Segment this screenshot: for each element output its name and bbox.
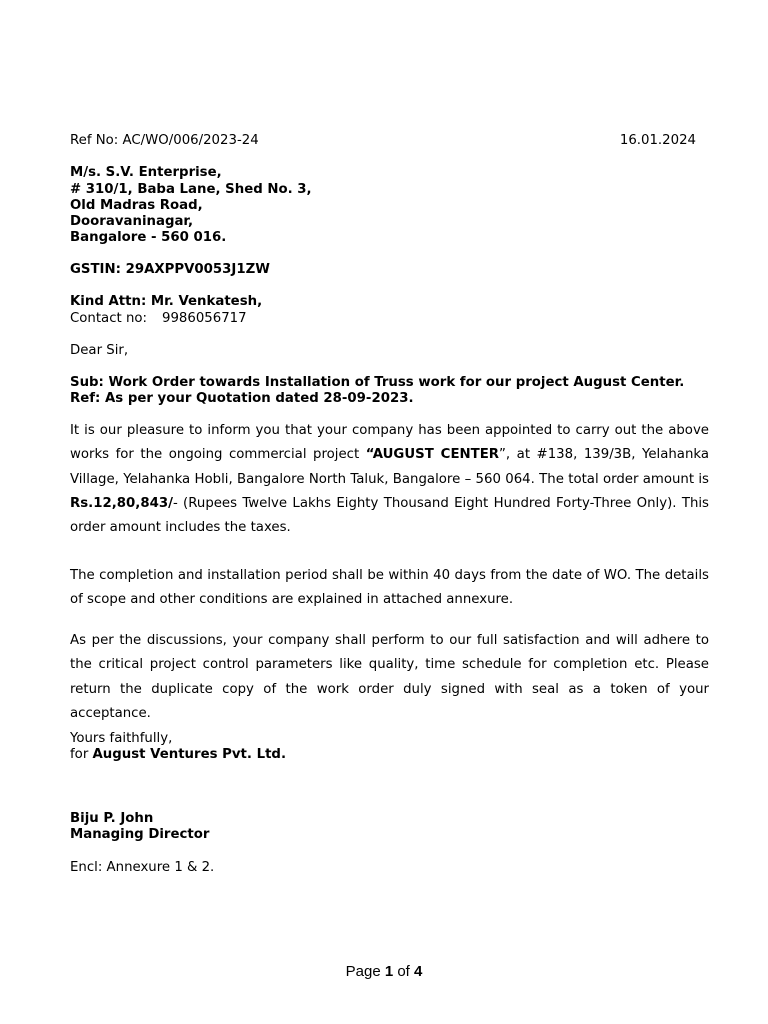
recipient-address-line-4: Bangalore - 560 016. (70, 230, 227, 245)
subject-reference: Ref: As per your Quotation dated 28-09-2023. (70, 391, 414, 406)
page-prefix: Page (345, 963, 385, 980)
page-of: of (393, 963, 415, 980)
contact-line (70, 310, 247, 327)
salutation: Dear Sir, (70, 343, 129, 358)
recipient-name: M/s. S.V. Enterprise, (70, 165, 222, 180)
subject-line: Sub: Work Order towards Installation of Truss work for our project August Center. (70, 375, 685, 390)
page-current: 1 (384, 963, 394, 980)
enclosure: Encl: Annexure 1 & 2. (70, 860, 215, 875)
recipient-address-line-3: Dooravaninagar, (70, 214, 194, 229)
paragraph-1-part-2: ”, at #138, 139/3B, Yelahanka Village, Yelahanka Hobli, Bangalore North Taluk, Bangalore – 560 064. The total order amount is (70, 447, 709, 487)
body-paragraph-2: The completion and installation period shall be within 40 days from the date of WO. The details of scope and other conditions are explained in attached annexure. (70, 568, 709, 608)
kind-attention: Kind Attn: Mr. Venkatesh, (70, 294, 263, 309)
page-total: 4 (414, 963, 423, 980)
recipient-address-line-1: # 310/1, Baba Lane, Shed No. 3, (70, 182, 312, 197)
contact-label: Contact no: (70, 311, 148, 326)
body-paragraph-3: As per the discussions, your company shall perform to our full satisfaction and will adhere to the critical project control parameters like quality, time schedule for completion etc. Please return the duplicate copy of the work order duly signed with seal as a token of your acceptance. (70, 633, 709, 721)
project-name: “AUGUST CENTER (365, 447, 500, 463)
paragraph-1-part-1: It is our pleasure to inform you that your company has been appointed to carry out the above works for the ongoing commercial project (70, 423, 709, 463)
paragraph-1-part-3: - (Rupees Twelve Lakhs Eighty Thousand Eight Hundred Forty-Three Only). This order amount includes the taxes. (70, 495, 709, 536)
ref-number: Ref No: AC/WO/006/2023-24 (70, 133, 259, 148)
body-paragraph-1 (70, 419, 709, 540)
letter-date: 16.01.2024 (619, 133, 696, 148)
closing-for-prefix: for (70, 747, 93, 762)
signatory-name: Biju P. John (70, 811, 154, 826)
contact-number: 9986056717 (162, 311, 247, 326)
recipient-gstin: GSTIN: 29AXPPV0053J1ZW (70, 262, 270, 277)
recipient-address-line-2: Old Madras Road, (70, 198, 203, 213)
company-name: August Ventures Pvt. Ltd. (92, 747, 286, 762)
signatory-title: Managing Director (70, 827, 210, 842)
closing-for-company (70, 746, 286, 763)
page-number (0, 963, 768, 980)
closing-yours-faithfully: Yours faithfully, (70, 731, 173, 746)
order-amount: Rs.12,80,843/ (70, 495, 173, 511)
